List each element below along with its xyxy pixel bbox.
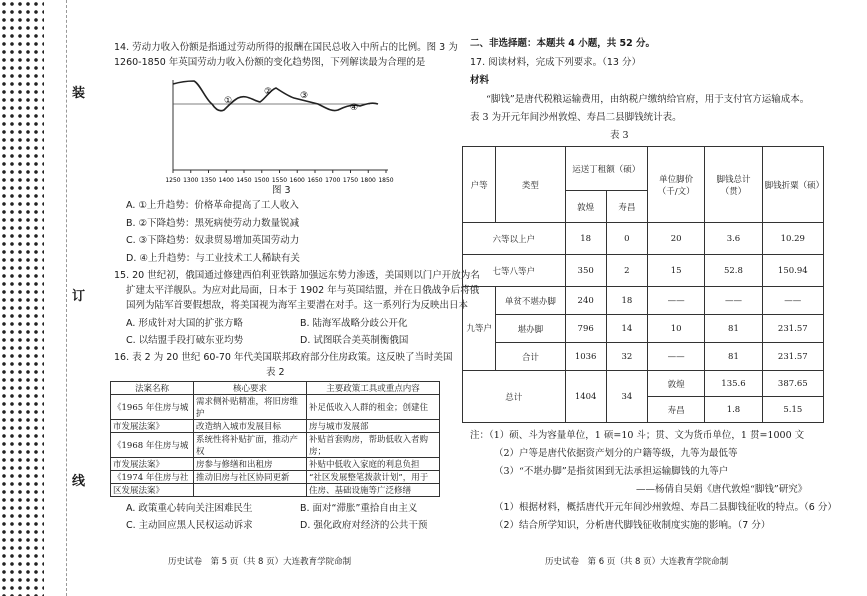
- table2-cell: 区发展法案》: [111, 484, 194, 497]
- table2-cell: 房参与修缮和出租房: [194, 458, 307, 471]
- q15-text-line1: 15. 20 世纪初，俄国通过修建西伯利亚铁路加强远东势力渗透，美国则以门户开放为名: [114, 270, 480, 281]
- table2-cell: 补贴首套购房，帮助低收入者购房；: [307, 433, 440, 458]
- q17-note-2: （2）户等是唐代依据资产划分的户籍等级，九等为最低等: [494, 448, 738, 459]
- table3-cell: ——: [762, 287, 823, 315]
- table3-header-type: 类型: [496, 147, 565, 223]
- table3-cell: 单贫不堪办脚: [496, 287, 565, 315]
- q16-option-d[interactable]: D. 强化政府对经济的公共干预: [300, 520, 428, 531]
- chart-trend-curve: [173, 81, 378, 111]
- table2-header-core: 核心要求: [194, 382, 307, 395]
- table2-cell: 《1968 年住房与城: [111, 433, 194, 458]
- perforated-border: [0, 0, 44, 596]
- q17-stem: 17. 阅读材料，完成下列要求。（13 分）: [470, 57, 641, 68]
- q17-requirement-1: （1）根据材料，概括唐代开元年间沙州敦煌、寿昌二县脚钱征收的特点。（6 分）: [494, 502, 837, 513]
- q15-text-line2: 扩建太平洋舰队。为应对此局面，日本于 1902 年与英国结盟，并在日俄战争后将俄: [126, 285, 480, 296]
- table3-cell: 2: [606, 255, 647, 287]
- table3-cell: 150.94: [762, 255, 823, 287]
- table2-cell: 市发展法案》: [111, 458, 194, 471]
- table3-cell: 32: [606, 343, 647, 371]
- q14-text-line2: 1260-1850 年英国劳动力收入份额的变化趋势图，下列解读最为合理的是: [114, 57, 426, 68]
- q14-option-d[interactable]: D. ④上升趋势：与工业技术工人稀缺有关: [126, 253, 300, 264]
- q17-footmoney-table: [462, 146, 824, 423]
- table2-header-name: 法案名称: [111, 382, 194, 395]
- table3-cell: ——: [705, 287, 762, 315]
- table3-cell: 1036: [565, 343, 606, 371]
- chart-x-tick-label: 1800: [360, 177, 376, 184]
- table3-cell: 81: [705, 343, 762, 371]
- chart-x-tick-label: 1400: [218, 177, 234, 184]
- table2-cell: 住房、基础设施等广泛修缮: [307, 484, 440, 497]
- table2-cell: 需求侧补贴精准，将旧房维护: [194, 395, 307, 420]
- binding-line: [66, 0, 67, 596]
- table2-cell: 《1974 年住房与社: [111, 471, 194, 484]
- q15-option-b[interactable]: B. 陆海军战略分歧公开化: [300, 318, 408, 329]
- chart-marker-3: ③: [300, 91, 309, 101]
- table3-cell: 231.57: [762, 343, 823, 371]
- chart-marker-1: ①: [224, 96, 233, 106]
- table2-cell: 补足低收入人群的租金；创建住: [307, 395, 440, 420]
- table3-cell: 52.8: [705, 255, 762, 287]
- binding-char-zhuang: 装: [72, 86, 86, 101]
- q16-table-caption: 表 2: [266, 367, 285, 378]
- table2-cell: 房与城市发展部: [307, 420, 440, 433]
- q15-option-c[interactable]: C. 以结盟手段打破东亚均势: [126, 335, 244, 346]
- table3-header-dunhuang: 敦煌: [565, 191, 606, 223]
- footer-right: 历史试卷 第 6 页（共 8 页）大连教育学院命制: [545, 557, 729, 567]
- q15-option-a[interactable]: A. 形成针对大国的扩张方略: [126, 318, 243, 329]
- binding-char-xian: 线: [72, 474, 86, 489]
- table3-cell: 14: [606, 315, 647, 343]
- q14-trend-chart: [160, 70, 392, 185]
- table2-cell: 补贴中低收入家庭的利息负担: [307, 458, 440, 471]
- table3-header-hudeng: 户等: [463, 147, 496, 223]
- table3-cell: 796: [565, 315, 606, 343]
- table3-cell: 七等八等户: [463, 255, 566, 287]
- table3-cell: 寿昌: [647, 397, 704, 423]
- chart-x-tick-label: 1750: [342, 177, 359, 184]
- table3-cell: 387.65: [762, 371, 823, 397]
- chart-x-ticks: [165, 170, 393, 184]
- chart-x-tick-label: 1700: [325, 177, 341, 184]
- q14-option-c[interactable]: C. ③下降趋势：奴隶贸易增加英国劳动力: [126, 235, 300, 246]
- chart-x-tick-label: 1300: [183, 177, 199, 184]
- table3-cell: 81: [705, 315, 762, 343]
- table3-header-price: 单位脚价（千/文）: [647, 147, 704, 223]
- chart-x-tick-label: 1450: [236, 177, 252, 184]
- table3-header-tax: 运送丁租额（硕）: [565, 147, 647, 191]
- table2-cell: 《1965 年住房与城: [111, 395, 194, 420]
- table3-cell: 18: [565, 223, 606, 255]
- table3-cell: 3.6: [705, 223, 762, 255]
- table3-cell: 350: [565, 255, 606, 287]
- q15-option-d[interactable]: D. 试图联合美英制衡俄国: [300, 335, 409, 346]
- table3-cell: 20: [647, 223, 704, 255]
- table3-cell: ——: [647, 287, 704, 315]
- table2-header-tools: 主要政策工具或重点内容: [307, 382, 440, 395]
- chart-x-tick-label: 1600: [289, 177, 305, 184]
- q14-text-line1: 14. 劳动力收入份额是指通过劳动所得的报酬在国民总收入中所占的比例。图 3 为: [114, 42, 458, 53]
- chart-x-tick-label: 1650: [307, 177, 323, 184]
- q17-paragraph2: 表 3 为开元年间沙州敦煌、寿昌二县脚钱统计表。: [470, 112, 682, 123]
- table3-cell: 堪办脚: [496, 315, 565, 343]
- table2-cell: [194, 484, 307, 497]
- q14-figure-caption: 图 3: [272, 185, 291, 196]
- q17-source: ——杨倩自吴娟《唐代敦煌“脚钱”研究》: [636, 484, 808, 495]
- q17-table-caption: 表 3: [610, 130, 629, 141]
- table3-ninth-grade-label: 九等户: [463, 287, 496, 371]
- table3-cell: 240: [565, 287, 606, 315]
- q14-option-b[interactable]: B. ②下降趋势：黑死病使劳动力数量锐减: [126, 218, 300, 229]
- table3-cell: 六等以上户: [463, 223, 566, 255]
- q16-option-a[interactable]: A. 政策重心转向关注困难民生: [126, 503, 253, 514]
- table3-cell: 总计: [463, 371, 566, 423]
- table2-cell: “社区发展整笔拨款计划”，用于: [307, 471, 440, 484]
- table3-cell: 10: [647, 315, 704, 343]
- section2-heading: 二、非选择题：本题共 4 小题，共 52 分。: [470, 38, 656, 49]
- chart-x-tick-label: 1250: [165, 177, 181, 184]
- binding-char-ding: 订: [72, 289, 86, 304]
- table3-header-shouchang: 寿昌: [606, 191, 647, 223]
- chart-x-tick-label: 1350: [200, 177, 217, 184]
- table3-cell: 1404: [565, 371, 606, 423]
- q14-option-a[interactable]: A. ①上升趋势：价格革命提高了工人收入: [126, 200, 299, 211]
- table2-cell: 改造纳入城市发展目标: [194, 420, 307, 433]
- chart-x-tick-label: 1550: [271, 177, 288, 184]
- table3-cell: 0: [606, 223, 647, 255]
- q17-material-label: 材料: [470, 75, 490, 86]
- footer-left: 历史试卷 第 5 页（共 8 页）大连教育学院命制: [168, 557, 352, 567]
- q17-paragraph1: “脚钱”是唐代税粮运输费用，由纳税户缴纳给官府，用于支付官方运输成本。: [486, 94, 810, 105]
- chart-marker-2: ②: [264, 87, 273, 97]
- chart-x-tick-label: 1850: [378, 177, 394, 184]
- table2-cell: 市发展法案》: [111, 420, 194, 433]
- table3-cell: 1.8: [705, 397, 762, 423]
- table3-cell: 10.29: [762, 223, 823, 255]
- table3-cell: 15: [647, 255, 704, 287]
- table3-cell: ——: [647, 343, 704, 371]
- q17-requirement-2: （2）结合所学知识，分析唐代脚钱征收制度实施的影响。（7 分）: [494, 520, 771, 531]
- q16-option-c[interactable]: C. 主动回应黑人民权运动诉求: [126, 520, 253, 531]
- q16-text: 16. 表 2 为 20 世纪 60-70 年代美国联邦政府部分住房政策。这反映了当时美国: [114, 352, 453, 363]
- table3-cell: 合计: [496, 343, 565, 371]
- table2-cell: 系统性将补贴扩面，推动产权: [194, 433, 307, 458]
- chart-x-tick-label: 1500: [254, 177, 270, 184]
- table3-header-grain: 脚钱折粟（硕）: [762, 147, 823, 223]
- table3-cell: 18: [606, 287, 647, 315]
- table3-header-total: 脚钱总计（贯）: [705, 147, 762, 223]
- table2-cell: 推动旧房与社区协同更新: [194, 471, 307, 484]
- q17-note-1: 注：（1）硕、斗为容量单位，1 硕=10 斗；贯、文为货币单位，1 贯=1000 文: [470, 430, 805, 441]
- table3-cell: 34: [606, 371, 647, 423]
- q16-option-b[interactable]: B. 面对“滞胀”重拾自由主义: [300, 503, 418, 514]
- q17-note-3: （3）“不堪办脚”是指贫困到无法承担运输脚钱的九等户: [494, 466, 729, 477]
- table3-cell: 135.6: [705, 371, 762, 397]
- q16-policy-table: [110, 381, 440, 497]
- q15-text-line3: 国列为陆军首要假想敌，将美国视为海军主要潜在对手。这一系列行为反映出日本: [126, 300, 469, 311]
- table3-cell: 敦煌: [647, 371, 704, 397]
- chart-marker-4: ④: [350, 103, 359, 113]
- table3-cell: 5.15: [762, 397, 823, 423]
- table3-cell: 231.57: [762, 315, 823, 343]
